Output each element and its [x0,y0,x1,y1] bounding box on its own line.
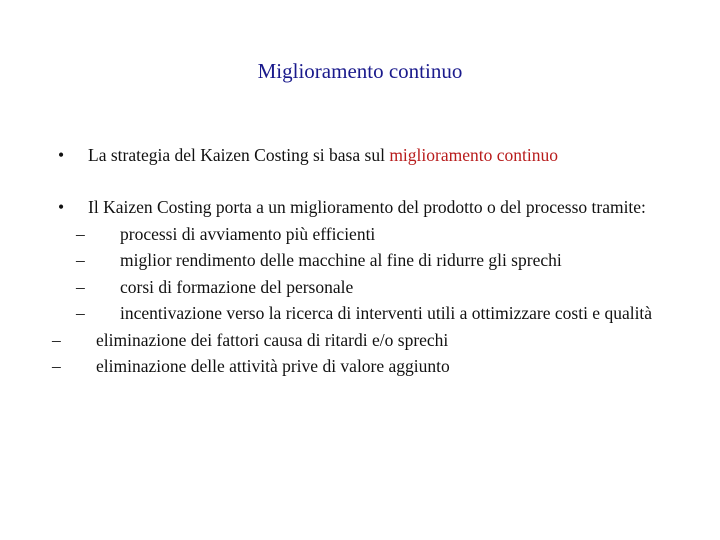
dash-marker: – [76,303,85,323]
slide-title: Miglioramento continuo [257,59,463,83]
bullet-body [52,194,678,380]
bullet-item-kaizen-improvement [52,194,678,380]
bullet-marker: • [58,145,65,165]
bullet-text: Il Kaizen Costing porta a un miglioramento del prodotto o del processo tramite: [88,197,646,217]
sub-item [52,353,641,380]
sub-item [76,274,665,301]
sub-item [76,221,665,248]
dash-marker: – [52,329,61,350]
bullet-marker: • [58,197,65,217]
sub-item [76,300,665,327]
sub-item [76,247,665,274]
sub-item-text: eliminazione delle attività prive di valore aggiunto [96,356,450,376]
sub-item-text: incentivazione verso la ricerca di interventi utili a ottimizzare costi e qualità [120,303,653,323]
dash-marker: – [52,356,61,376]
sub-item-text: processi di avviamento più efficienti [120,223,376,244]
bullet-text [88,142,678,169]
bullet-text-highlight: miglioramento continuo [389,145,558,165]
sub-item-text: miglior rendimento delle macchine al fine di ridurre gli sprechi [120,250,562,270]
dash-marker: – [76,250,85,270]
dash-marker: – [76,276,85,297]
sub-item-text: corsi di formazione del personale [120,276,354,297]
sub-item [52,327,641,354]
dash-marker: – [76,223,85,244]
sub-item-text: eliminazione dei fattori causa di ritardi e/o sprechi [96,329,449,350]
bullet-item-kaizen-strategy [58,142,678,169]
bullet-text-plain: La strategia del Kaizen Costing si basa sul [88,145,390,165]
